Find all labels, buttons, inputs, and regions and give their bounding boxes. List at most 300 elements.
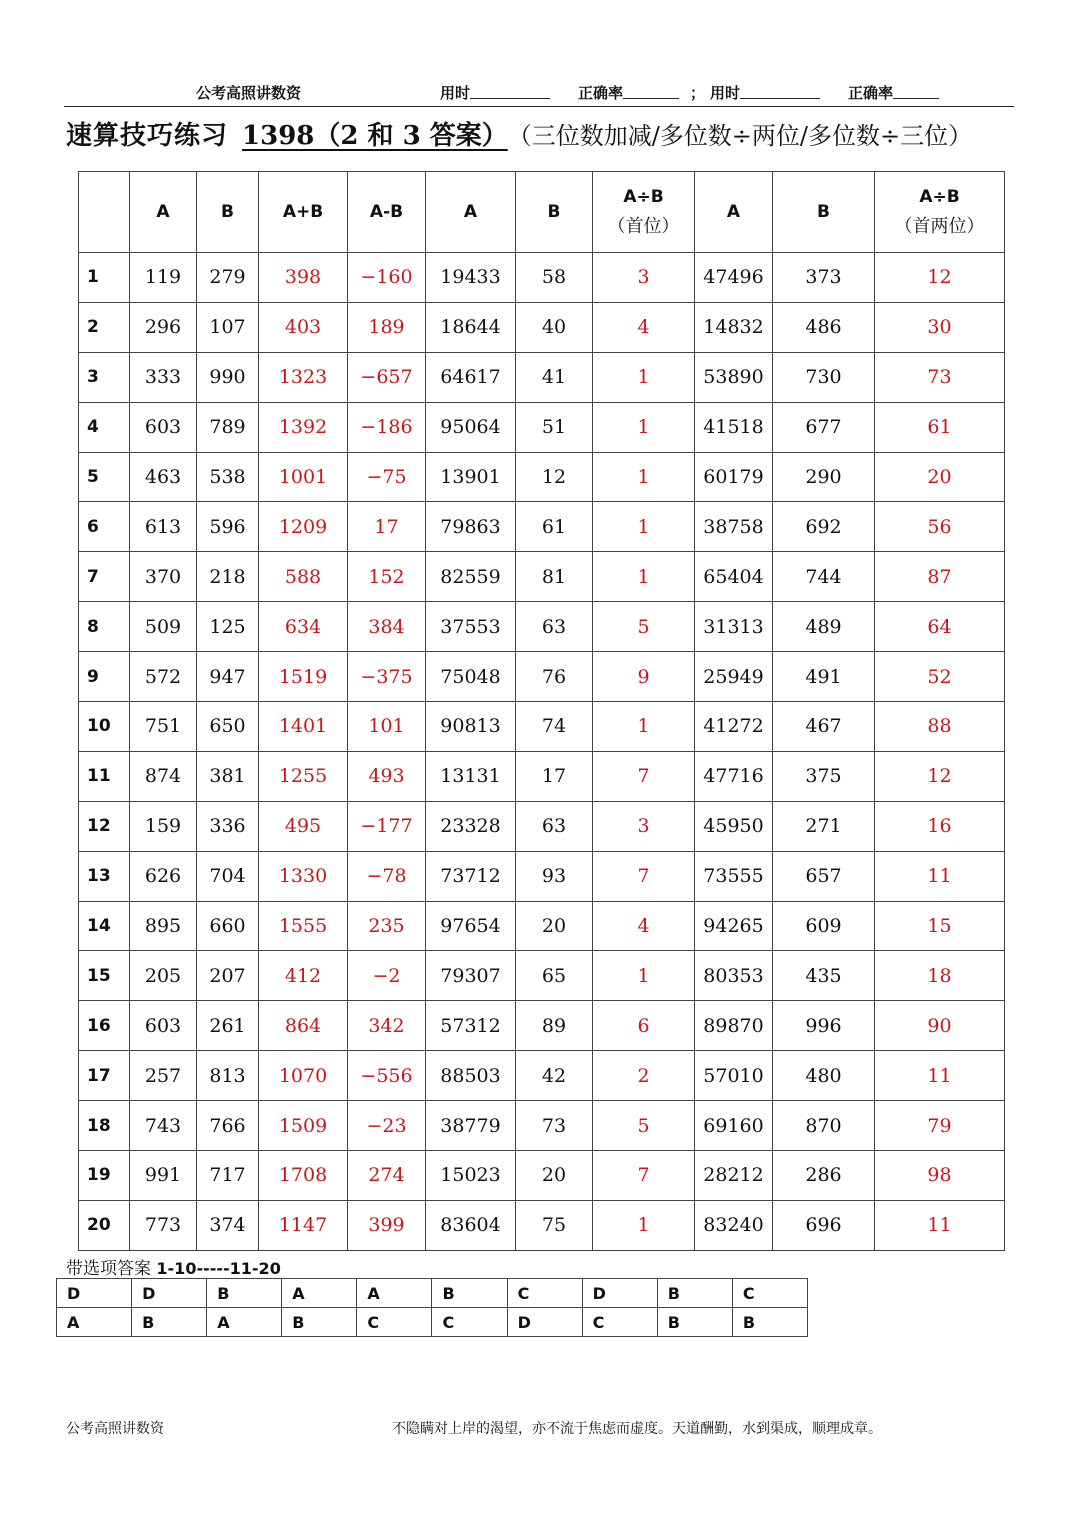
data-cell: 374 bbox=[197, 1200, 259, 1250]
row-index: 5 bbox=[79, 452, 130, 502]
accuracy-label-1: 正确率 bbox=[578, 84, 624, 102]
accuracy-field-1 bbox=[578, 82, 623, 103]
table-row bbox=[79, 502, 1005, 552]
data-cell: 13131 bbox=[426, 751, 516, 801]
table-row bbox=[79, 751, 1005, 801]
answer-cell: 64 bbox=[875, 602, 1005, 652]
row-index: 13 bbox=[79, 851, 130, 901]
answer-cell: 1 bbox=[593, 951, 695, 1001]
header-div2-label: A÷B bbox=[919, 187, 960, 207]
footer-motto: 不隐瞒对上岸的渴望，亦不流于焦虑而虚度。天道酬勤，水到渠成，顺理成章。 bbox=[392, 1421, 882, 1437]
data-cell: 596 bbox=[197, 502, 259, 552]
row-index: 19 bbox=[79, 1151, 130, 1201]
data-cell: 41272 bbox=[695, 702, 773, 752]
time-blank-1 bbox=[470, 84, 550, 99]
data-cell: 76 bbox=[516, 652, 593, 702]
answer-cell: 30 bbox=[875, 302, 1005, 352]
table-row bbox=[79, 1001, 1005, 1051]
data-cell: 93 bbox=[516, 851, 593, 901]
data-cell: 40 bbox=[516, 302, 593, 352]
answer-cell: 87 bbox=[875, 552, 1005, 602]
answer-cell: 11 bbox=[875, 1200, 1005, 1250]
option-cell: B bbox=[282, 1308, 357, 1337]
data-cell: 18644 bbox=[426, 302, 516, 352]
data-cell: 650 bbox=[197, 702, 259, 752]
table-row bbox=[79, 801, 1005, 851]
header-bar bbox=[64, 80, 1014, 107]
data-cell: 381 bbox=[197, 751, 259, 801]
data-cell: 609 bbox=[773, 901, 875, 951]
answer-cell: 398 bbox=[259, 253, 348, 303]
data-cell: 509 bbox=[130, 602, 197, 652]
options-range: 1-10-----11-20 bbox=[156, 1259, 281, 1278]
answer-cell: 79 bbox=[875, 1101, 1005, 1151]
option-cell: D bbox=[132, 1279, 207, 1308]
answer-cell: 274 bbox=[348, 1151, 426, 1201]
header-separator: ； bbox=[690, 84, 706, 102]
options-label bbox=[66, 1254, 281, 1279]
option-cell: A bbox=[57, 1308, 132, 1337]
data-cell: 626 bbox=[130, 851, 197, 901]
answer-cell: 90 bbox=[875, 1001, 1005, 1051]
data-cell: 73 bbox=[516, 1101, 593, 1151]
data-cell: 81 bbox=[516, 552, 593, 602]
answer-cell: 403 bbox=[259, 302, 348, 352]
answer-cell: 1509 bbox=[259, 1101, 348, 1151]
data-cell: 370 bbox=[130, 552, 197, 602]
data-cell: 696 bbox=[773, 1200, 875, 1250]
answer-cell: 73 bbox=[875, 352, 1005, 402]
answer-cell: −556 bbox=[348, 1051, 426, 1101]
data-cell: 73712 bbox=[426, 851, 516, 901]
data-cell: 660 bbox=[197, 901, 259, 951]
accuracy-field-2 bbox=[848, 82, 893, 103]
data-cell: 88503 bbox=[426, 1051, 516, 1101]
answer-cell: 235 bbox=[348, 901, 426, 951]
option-cell: B bbox=[657, 1308, 732, 1337]
answer-cell: 412 bbox=[259, 951, 348, 1001]
answer-cell: −177 bbox=[348, 801, 426, 851]
data-cell: 333 bbox=[130, 352, 197, 402]
row-index: 8 bbox=[79, 602, 130, 652]
table-row bbox=[79, 602, 1005, 652]
data-cell: 94265 bbox=[695, 901, 773, 951]
answer-cell: 1708 bbox=[259, 1151, 348, 1201]
option-cell: A bbox=[357, 1279, 432, 1308]
option-cell: C bbox=[582, 1308, 657, 1337]
answer-cell: 384 bbox=[348, 602, 426, 652]
answer-cell: 1147 bbox=[259, 1200, 348, 1250]
data-cell: 613 bbox=[130, 502, 197, 552]
option-cell: A bbox=[282, 1279, 357, 1308]
data-cell: 20 bbox=[516, 1151, 593, 1201]
option-cell: B bbox=[207, 1279, 282, 1308]
data-cell: 435 bbox=[773, 951, 875, 1001]
data-cell: 813 bbox=[197, 1051, 259, 1101]
data-cell: 17 bbox=[516, 751, 593, 801]
answer-cell: 3 bbox=[593, 801, 695, 851]
data-cell: 751 bbox=[130, 702, 197, 752]
answer-cell: 4 bbox=[593, 901, 695, 951]
answer-cell: 1255 bbox=[259, 751, 348, 801]
time-field-2 bbox=[710, 82, 740, 103]
data-cell: 286 bbox=[773, 1151, 875, 1201]
option-cell: C bbox=[732, 1279, 807, 1308]
data-cell: 207 bbox=[197, 951, 259, 1001]
data-cell: 603 bbox=[130, 402, 197, 452]
answer-cell: 20 bbox=[875, 452, 1005, 502]
answer-cell: 493 bbox=[348, 751, 426, 801]
data-cell: 692 bbox=[773, 502, 875, 552]
answer-cell: 4 bbox=[593, 302, 695, 352]
table-row bbox=[79, 352, 1005, 402]
table-row bbox=[79, 652, 1005, 702]
answer-cell: 98 bbox=[875, 1151, 1005, 1201]
answer-cell: 6 bbox=[593, 1001, 695, 1051]
data-cell: 261 bbox=[197, 1001, 259, 1051]
page-title bbox=[66, 116, 972, 156]
row-index: 1 bbox=[79, 253, 130, 303]
title-code: 1398（2 和 3 答案） bbox=[242, 121, 508, 151]
row-index: 16 bbox=[79, 1001, 130, 1051]
answer-cell: 1 bbox=[593, 702, 695, 752]
accuracy-label-2: 正确率 bbox=[848, 84, 894, 102]
data-cell: 789 bbox=[197, 402, 259, 452]
answer-cell: 52 bbox=[875, 652, 1005, 702]
data-cell: 53890 bbox=[695, 352, 773, 402]
data-cell: 73555 bbox=[695, 851, 773, 901]
header-div1-sub: （首位） bbox=[607, 216, 680, 237]
answer-cell: 15 bbox=[875, 901, 1005, 951]
answer-cell: 1519 bbox=[259, 652, 348, 702]
row-index: 15 bbox=[79, 951, 130, 1001]
table-row bbox=[79, 253, 1005, 303]
data-cell: 991 bbox=[130, 1151, 197, 1201]
answer-cell: 1 bbox=[593, 452, 695, 502]
data-cell: 13901 bbox=[426, 452, 516, 502]
data-cell: 64617 bbox=[426, 352, 516, 402]
data-cell: 38758 bbox=[695, 502, 773, 552]
data-cell: 491 bbox=[773, 652, 875, 702]
row-index: 17 bbox=[79, 1051, 130, 1101]
answer-cell: 11 bbox=[875, 851, 1005, 901]
header-a2: A bbox=[426, 172, 516, 253]
answer-cell: 1323 bbox=[259, 352, 348, 402]
answer-cell: 7 bbox=[593, 851, 695, 901]
data-cell: 69160 bbox=[695, 1101, 773, 1151]
options-row bbox=[57, 1279, 808, 1308]
data-cell: 874 bbox=[130, 751, 197, 801]
answer-cell: 7 bbox=[593, 751, 695, 801]
header-brand: 公考高照讲数资 bbox=[196, 84, 302, 102]
time-blank-2 bbox=[740, 84, 820, 99]
header-index bbox=[79, 172, 130, 253]
answer-cell: 1001 bbox=[259, 452, 348, 502]
table-row bbox=[79, 552, 1005, 602]
data-cell: 80353 bbox=[695, 951, 773, 1001]
data-cell: 14832 bbox=[695, 302, 773, 352]
data-cell: 75 bbox=[516, 1200, 593, 1250]
answer-cell: 1401 bbox=[259, 702, 348, 752]
practice-table bbox=[78, 171, 1005, 1251]
answer-cell: 11 bbox=[875, 1051, 1005, 1101]
answer-cell: −75 bbox=[348, 452, 426, 502]
data-cell: 25949 bbox=[695, 652, 773, 702]
data-cell: 74 bbox=[516, 702, 593, 752]
header-div1 bbox=[593, 172, 695, 253]
data-cell: 990 bbox=[197, 352, 259, 402]
data-cell: 75048 bbox=[426, 652, 516, 702]
answer-cell: 5 bbox=[593, 602, 695, 652]
data-cell: 20 bbox=[516, 901, 593, 951]
option-cell: A bbox=[207, 1308, 282, 1337]
row-index: 10 bbox=[79, 702, 130, 752]
header-div2 bbox=[875, 172, 1005, 253]
answer-cell: 16 bbox=[875, 801, 1005, 851]
table-row bbox=[79, 452, 1005, 502]
answer-cell: −78 bbox=[348, 851, 426, 901]
row-index: 6 bbox=[79, 502, 130, 552]
data-cell: 41 bbox=[516, 352, 593, 402]
answer-cell: 61 bbox=[875, 402, 1005, 452]
data-cell: 51 bbox=[516, 402, 593, 452]
data-cell: 57312 bbox=[426, 1001, 516, 1051]
data-cell: 717 bbox=[197, 1151, 259, 1201]
option-cell: C bbox=[507, 1279, 582, 1308]
data-cell: 947 bbox=[197, 652, 259, 702]
data-cell: 107 bbox=[197, 302, 259, 352]
data-cell: 572 bbox=[130, 652, 197, 702]
answer-cell: 12 bbox=[875, 253, 1005, 303]
data-cell: 257 bbox=[130, 1051, 197, 1101]
data-cell: 895 bbox=[130, 901, 197, 951]
answer-cell: 399 bbox=[348, 1200, 426, 1250]
data-cell: 744 bbox=[773, 552, 875, 602]
answer-cell: 152 bbox=[348, 552, 426, 602]
answer-cell: −23 bbox=[348, 1101, 426, 1151]
data-cell: 996 bbox=[773, 1001, 875, 1051]
data-cell: 63 bbox=[516, 602, 593, 652]
answer-cell: 1 bbox=[593, 352, 695, 402]
data-cell: 89870 bbox=[695, 1001, 773, 1051]
data-cell: 89 bbox=[516, 1001, 593, 1051]
data-cell: 603 bbox=[130, 1001, 197, 1051]
table-row bbox=[79, 851, 1005, 901]
table-row bbox=[79, 1200, 1005, 1250]
table-row bbox=[79, 1151, 1005, 1201]
data-cell: 159 bbox=[130, 801, 197, 851]
header-b1: B bbox=[197, 172, 259, 253]
table-row bbox=[79, 951, 1005, 1001]
answer-cell: 1392 bbox=[259, 402, 348, 452]
options-body bbox=[57, 1279, 808, 1337]
header-a1: A bbox=[130, 172, 197, 253]
answer-cell: 56 bbox=[875, 502, 1005, 552]
option-cell: C bbox=[357, 1308, 432, 1337]
answer-cell: 1 bbox=[593, 1200, 695, 1250]
data-cell: 95064 bbox=[426, 402, 516, 452]
data-cell: 467 bbox=[773, 702, 875, 752]
time-field-1 bbox=[440, 82, 470, 103]
row-index: 14 bbox=[79, 901, 130, 951]
data-cell: 38779 bbox=[426, 1101, 516, 1151]
data-cell: 730 bbox=[773, 352, 875, 402]
data-cell: 486 bbox=[773, 302, 875, 352]
data-cell: 125 bbox=[197, 602, 259, 652]
answer-cell: 1 bbox=[593, 402, 695, 452]
time-label-1: 用时 bbox=[440, 84, 471, 102]
data-cell: 279 bbox=[197, 253, 259, 303]
header-sum: A+B bbox=[259, 172, 348, 253]
answer-cell: −2 bbox=[348, 951, 426, 1001]
data-cell: 47496 bbox=[695, 253, 773, 303]
answer-cell: 1 bbox=[593, 502, 695, 552]
data-cell: 657 bbox=[773, 851, 875, 901]
answer-cell: 1209 bbox=[259, 502, 348, 552]
table-row bbox=[79, 402, 1005, 452]
answer-cell: 1 bbox=[593, 552, 695, 602]
options-row bbox=[57, 1308, 808, 1337]
row-index: 7 bbox=[79, 552, 130, 602]
header-diff: A-B bbox=[348, 172, 426, 253]
data-cell: 119 bbox=[130, 253, 197, 303]
data-cell: 79307 bbox=[426, 951, 516, 1001]
answer-cell: 9 bbox=[593, 652, 695, 702]
answer-cell: 1555 bbox=[259, 901, 348, 951]
data-cell: 58 bbox=[516, 253, 593, 303]
row-index: 2 bbox=[79, 302, 130, 352]
option-cell: B bbox=[432, 1279, 507, 1308]
option-cell: D bbox=[582, 1279, 657, 1308]
footer-brand: 公考高照讲数资 bbox=[66, 1421, 164, 1437]
table-body bbox=[79, 253, 1005, 1251]
data-cell: 336 bbox=[197, 801, 259, 851]
data-cell: 677 bbox=[773, 402, 875, 452]
row-index: 4 bbox=[79, 402, 130, 452]
data-cell: 480 bbox=[773, 1051, 875, 1101]
answer-cell: 101 bbox=[348, 702, 426, 752]
data-cell: 218 bbox=[197, 552, 259, 602]
header-div2-sub: （首两位） bbox=[894, 216, 985, 237]
answer-cell: 3 bbox=[593, 253, 695, 303]
data-cell: 41518 bbox=[695, 402, 773, 452]
data-cell: 28212 bbox=[695, 1151, 773, 1201]
time-label-2: 用时 bbox=[710, 84, 741, 102]
data-cell: 60179 bbox=[695, 452, 773, 502]
data-cell: 61 bbox=[516, 502, 593, 552]
row-index: 3 bbox=[79, 352, 130, 402]
table-row bbox=[79, 901, 1005, 951]
answer-cell: −160 bbox=[348, 253, 426, 303]
row-index: 20 bbox=[79, 1200, 130, 1250]
answer-cell: 88 bbox=[875, 702, 1005, 752]
data-cell: 743 bbox=[130, 1101, 197, 1151]
answer-cell: 864 bbox=[259, 1001, 348, 1051]
table-header-row bbox=[79, 172, 1005, 253]
data-cell: 31313 bbox=[695, 602, 773, 652]
table-row bbox=[79, 1101, 1005, 1151]
data-cell: 12 bbox=[516, 452, 593, 502]
data-cell: 15023 bbox=[426, 1151, 516, 1201]
data-cell: 79863 bbox=[426, 502, 516, 552]
option-cell: D bbox=[507, 1308, 582, 1337]
data-cell: 83240 bbox=[695, 1200, 773, 1250]
row-index: 12 bbox=[79, 801, 130, 851]
data-cell: 45950 bbox=[695, 801, 773, 851]
table-row bbox=[79, 1051, 1005, 1101]
data-cell: 65 bbox=[516, 951, 593, 1001]
option-cell: D bbox=[57, 1279, 132, 1308]
data-cell: 489 bbox=[773, 602, 875, 652]
accuracy-blank-1 bbox=[623, 84, 679, 99]
table-row bbox=[79, 702, 1005, 752]
answer-cell: 634 bbox=[259, 602, 348, 652]
answer-cell: 1070 bbox=[259, 1051, 348, 1101]
answer-cell: 189 bbox=[348, 302, 426, 352]
data-cell: 463 bbox=[130, 452, 197, 502]
row-index: 11 bbox=[79, 751, 130, 801]
answer-cell: 12 bbox=[875, 751, 1005, 801]
answer-cell: 1330 bbox=[259, 851, 348, 901]
title-main: 速算技巧练习 bbox=[66, 121, 229, 151]
header-div1-label: A÷B bbox=[623, 187, 664, 207]
data-cell: 97654 bbox=[426, 901, 516, 951]
answer-cell: −375 bbox=[348, 652, 426, 702]
data-cell: 47716 bbox=[695, 751, 773, 801]
data-cell: 766 bbox=[197, 1101, 259, 1151]
data-cell: 373 bbox=[773, 253, 875, 303]
data-cell: 19433 bbox=[426, 253, 516, 303]
answer-cell: −186 bbox=[348, 402, 426, 452]
row-index: 9 bbox=[79, 652, 130, 702]
data-cell: 290 bbox=[773, 452, 875, 502]
answer-cell: 18 bbox=[875, 951, 1005, 1001]
answer-cell: −657 bbox=[348, 352, 426, 402]
data-cell: 205 bbox=[130, 951, 197, 1001]
header-b3: B bbox=[773, 172, 875, 253]
data-cell: 271 bbox=[773, 801, 875, 851]
options-table bbox=[56, 1278, 808, 1337]
data-cell: 63 bbox=[516, 801, 593, 851]
table-row bbox=[79, 302, 1005, 352]
answer-cell: 588 bbox=[259, 552, 348, 602]
answer-cell: 495 bbox=[259, 801, 348, 851]
data-cell: 82559 bbox=[426, 552, 516, 602]
data-cell: 538 bbox=[197, 452, 259, 502]
option-cell: B bbox=[657, 1279, 732, 1308]
option-cell: B bbox=[132, 1308, 207, 1337]
data-cell: 83604 bbox=[426, 1200, 516, 1250]
row-index: 18 bbox=[79, 1101, 130, 1151]
header-a3: A bbox=[695, 172, 773, 253]
accuracy-blank-2 bbox=[893, 84, 939, 99]
data-cell: 57010 bbox=[695, 1051, 773, 1101]
option-cell: B bbox=[732, 1308, 807, 1337]
data-cell: 42 bbox=[516, 1051, 593, 1101]
data-cell: 296 bbox=[130, 302, 197, 352]
data-cell: 773 bbox=[130, 1200, 197, 1250]
data-cell: 704 bbox=[197, 851, 259, 901]
options-label-text: 带选项答案 bbox=[66, 1259, 151, 1279]
data-cell: 375 bbox=[773, 751, 875, 801]
data-cell: 90813 bbox=[426, 702, 516, 752]
header-b2: B bbox=[516, 172, 593, 253]
answer-cell: 17 bbox=[348, 502, 426, 552]
data-cell: 65404 bbox=[695, 552, 773, 602]
data-cell: 37553 bbox=[426, 602, 516, 652]
answer-cell: 7 bbox=[593, 1151, 695, 1201]
data-cell: 870 bbox=[773, 1101, 875, 1151]
